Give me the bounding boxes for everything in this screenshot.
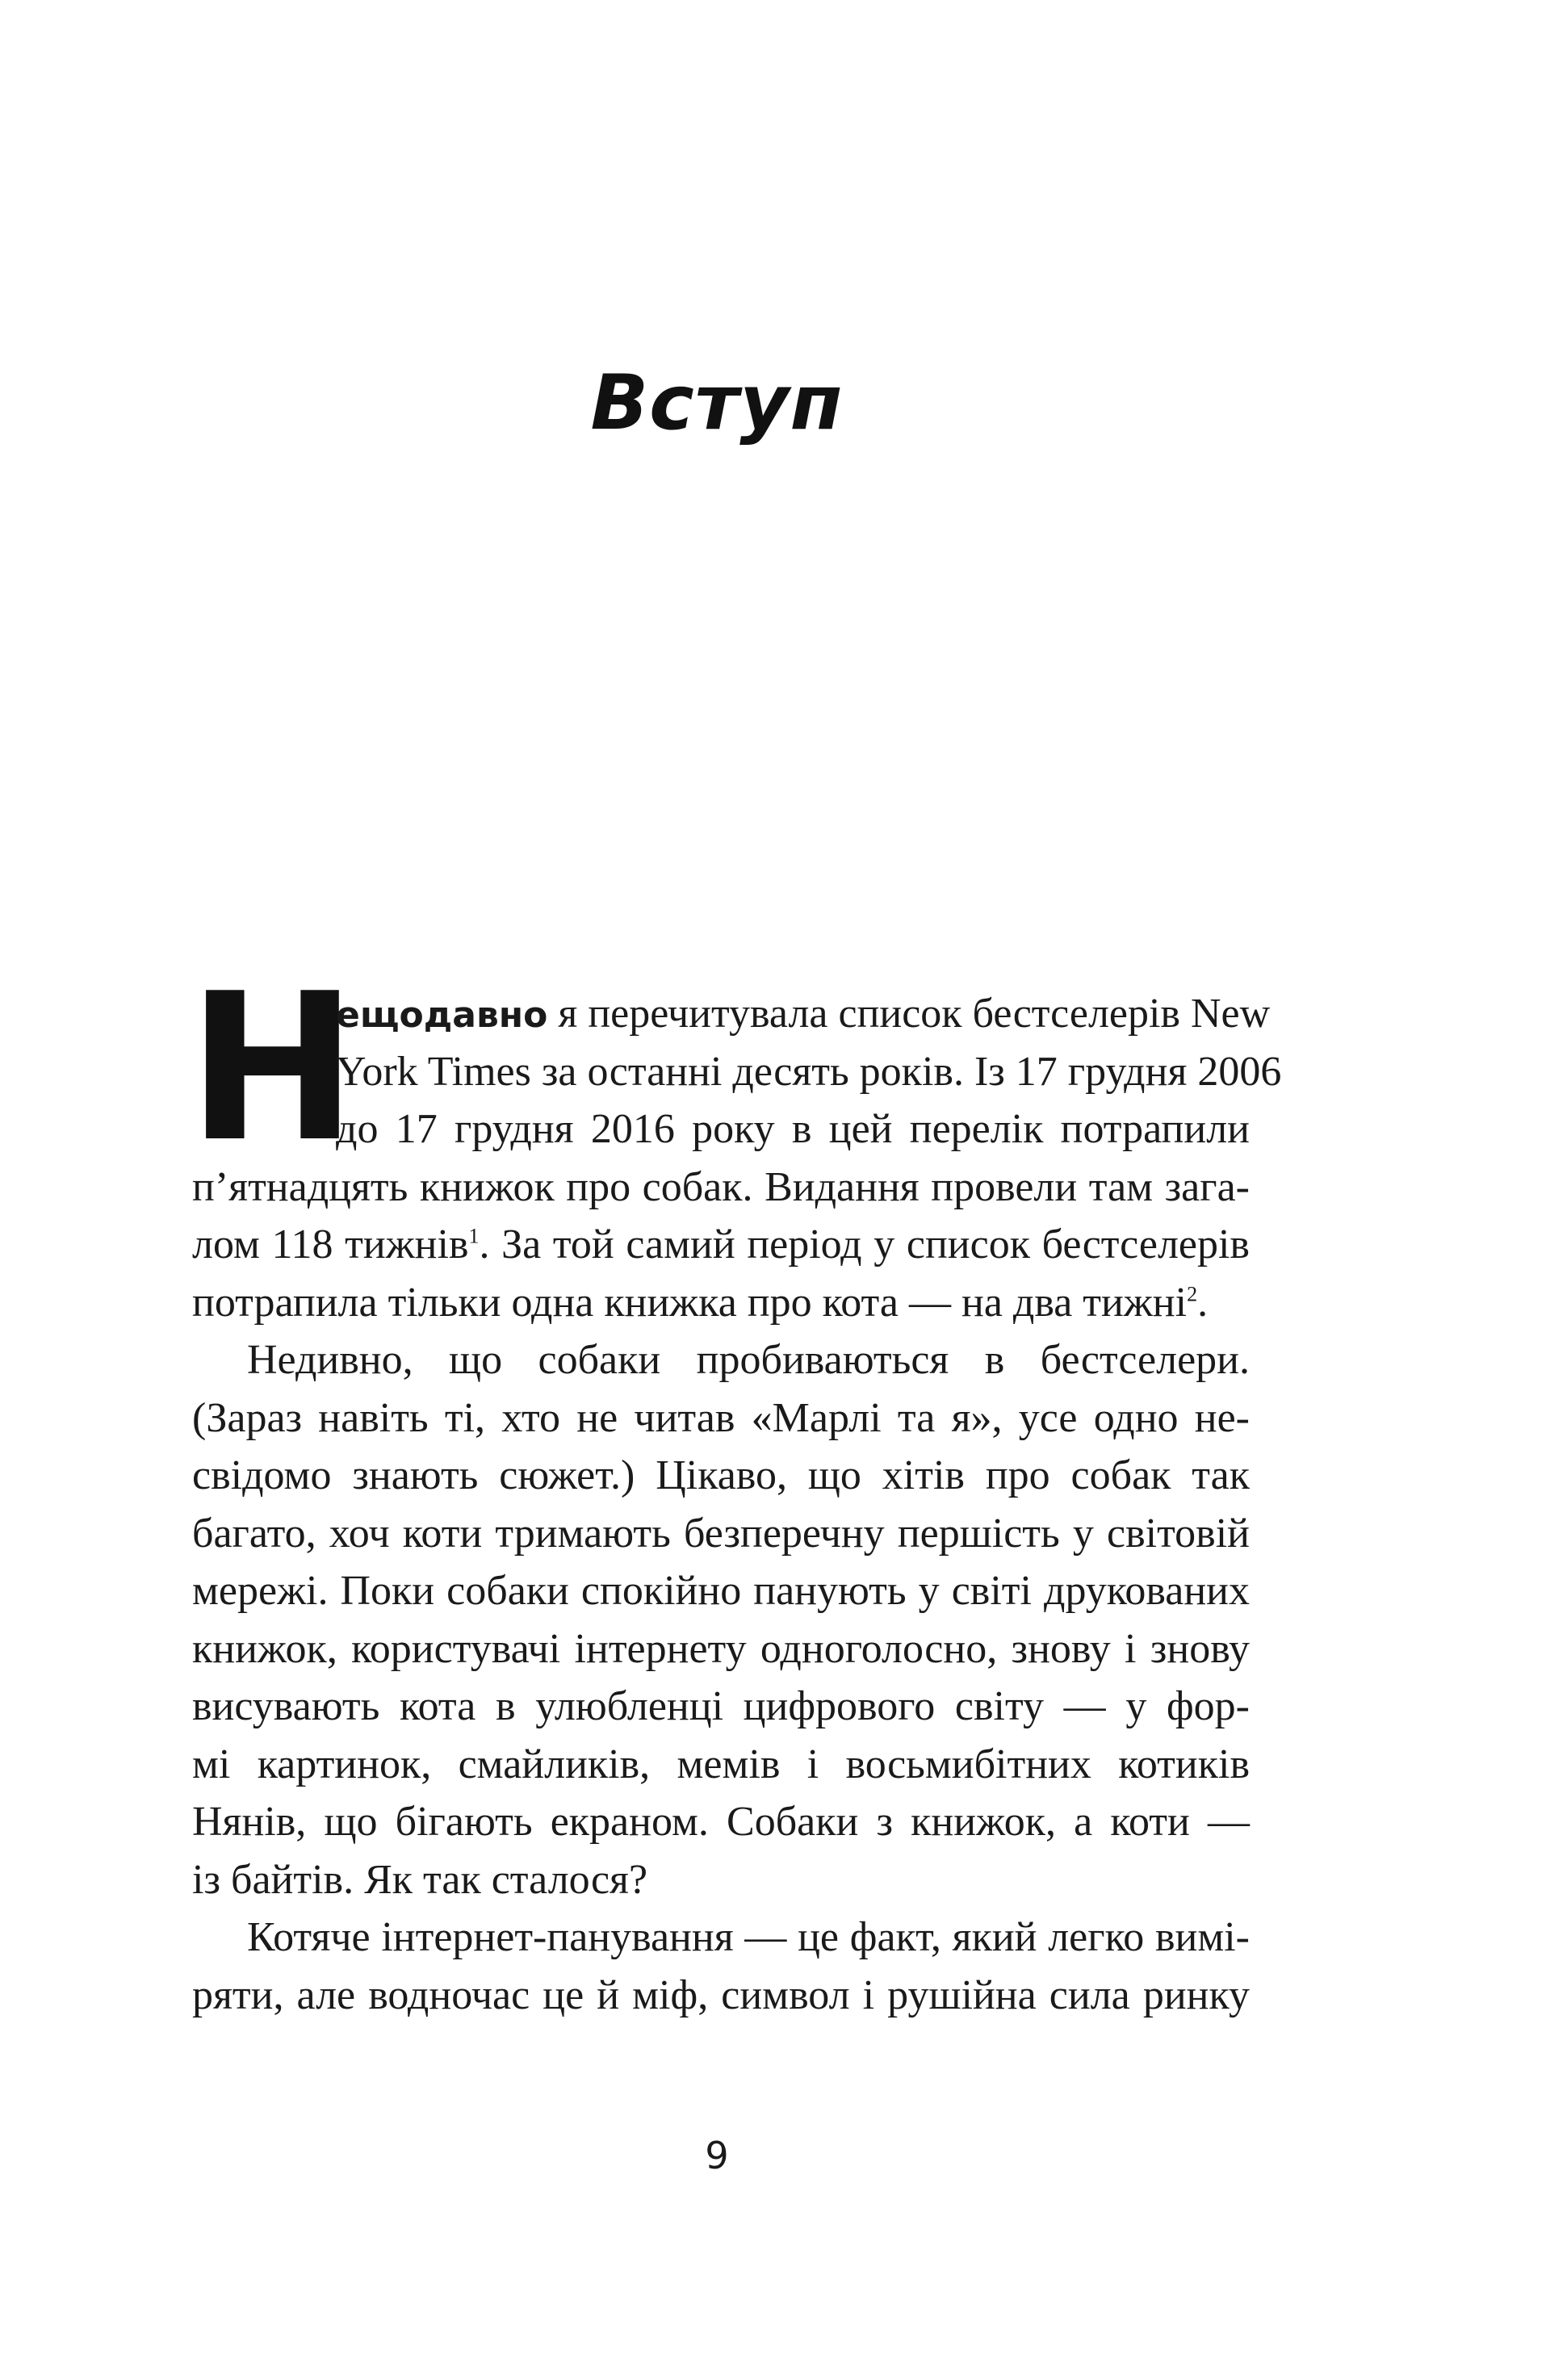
text-line: багато, хоч коти тримають безперечну першість у світовій	[192, 1510, 1250, 1557]
text-line: мережі. Поки собаки спокійно панують у світі друкованих	[192, 1568, 1250, 1614]
text-line: York Times за останні десять років. Із 17 грудня 2006	[336, 1048, 1282, 1095]
text-line: лом 118 тижнів$^1$. За той самий період у список бестселерів	[192, 1221, 1250, 1268]
text-line: Нянів, що бігають екраном. Собаки з книжок, а коти —	[192, 1799, 1250, 1845]
body-text	[192, 985, 1282, 2024]
text-line: мі картинок, смайликів, мемів і восьмибітних котиків	[192, 1741, 1250, 1787]
text-line: до 17 грудня 2016 року в цей перелік потрапили	[336, 1106, 1250, 1152]
text-line: Недивно, що собаки пробиваються в бестселери.	[247, 1337, 1250, 1383]
page-number: 9	[705, 2134, 729, 2177]
text-line: книжок, користувачі інтернету одноголосно, знову і знову	[192, 1625, 1250, 1672]
lead-word: ещодавно	[336, 995, 548, 1036]
drop-cap: Н	[187, 950, 358, 1187]
text-line: п’ятнадцять книжок про собак. Видання провели там зага-	[192, 1163, 1250, 1210]
footnote-marker[interactable]: 2	[1187, 1282, 1198, 1306]
footnote-marker[interactable]: 1	[468, 1224, 480, 1248]
text-line: ряти, але водночас це й міф, символ і рушійна сила ринку	[192, 1971, 1250, 2018]
text-line: із байтів. Як так сталося?	[192, 1856, 648, 1903]
chapter-title: Вступ	[590, 359, 844, 447]
text-line: Котяче інтернет-панування — це факт, який легко вимі-	[247, 1914, 1250, 1960]
text-line: ещодавно я перечитувала список бестселерів New	[336, 991, 1271, 1037]
text-line: (Зараз навіть ті, хто не читав «Марлі та я», усе одно не-	[192, 1394, 1250, 1441]
text-line: висувають кота в улюбленці цифрового світу — у фор-	[192, 1683, 1250, 1729]
text-line: свідомо знають сюжет.) Цікаво, що хітів про собак так	[192, 1452, 1250, 1498]
text-line: потрапила тільки одна книжка про кота — на два тижні$^2$.	[192, 1279, 1209, 1326]
